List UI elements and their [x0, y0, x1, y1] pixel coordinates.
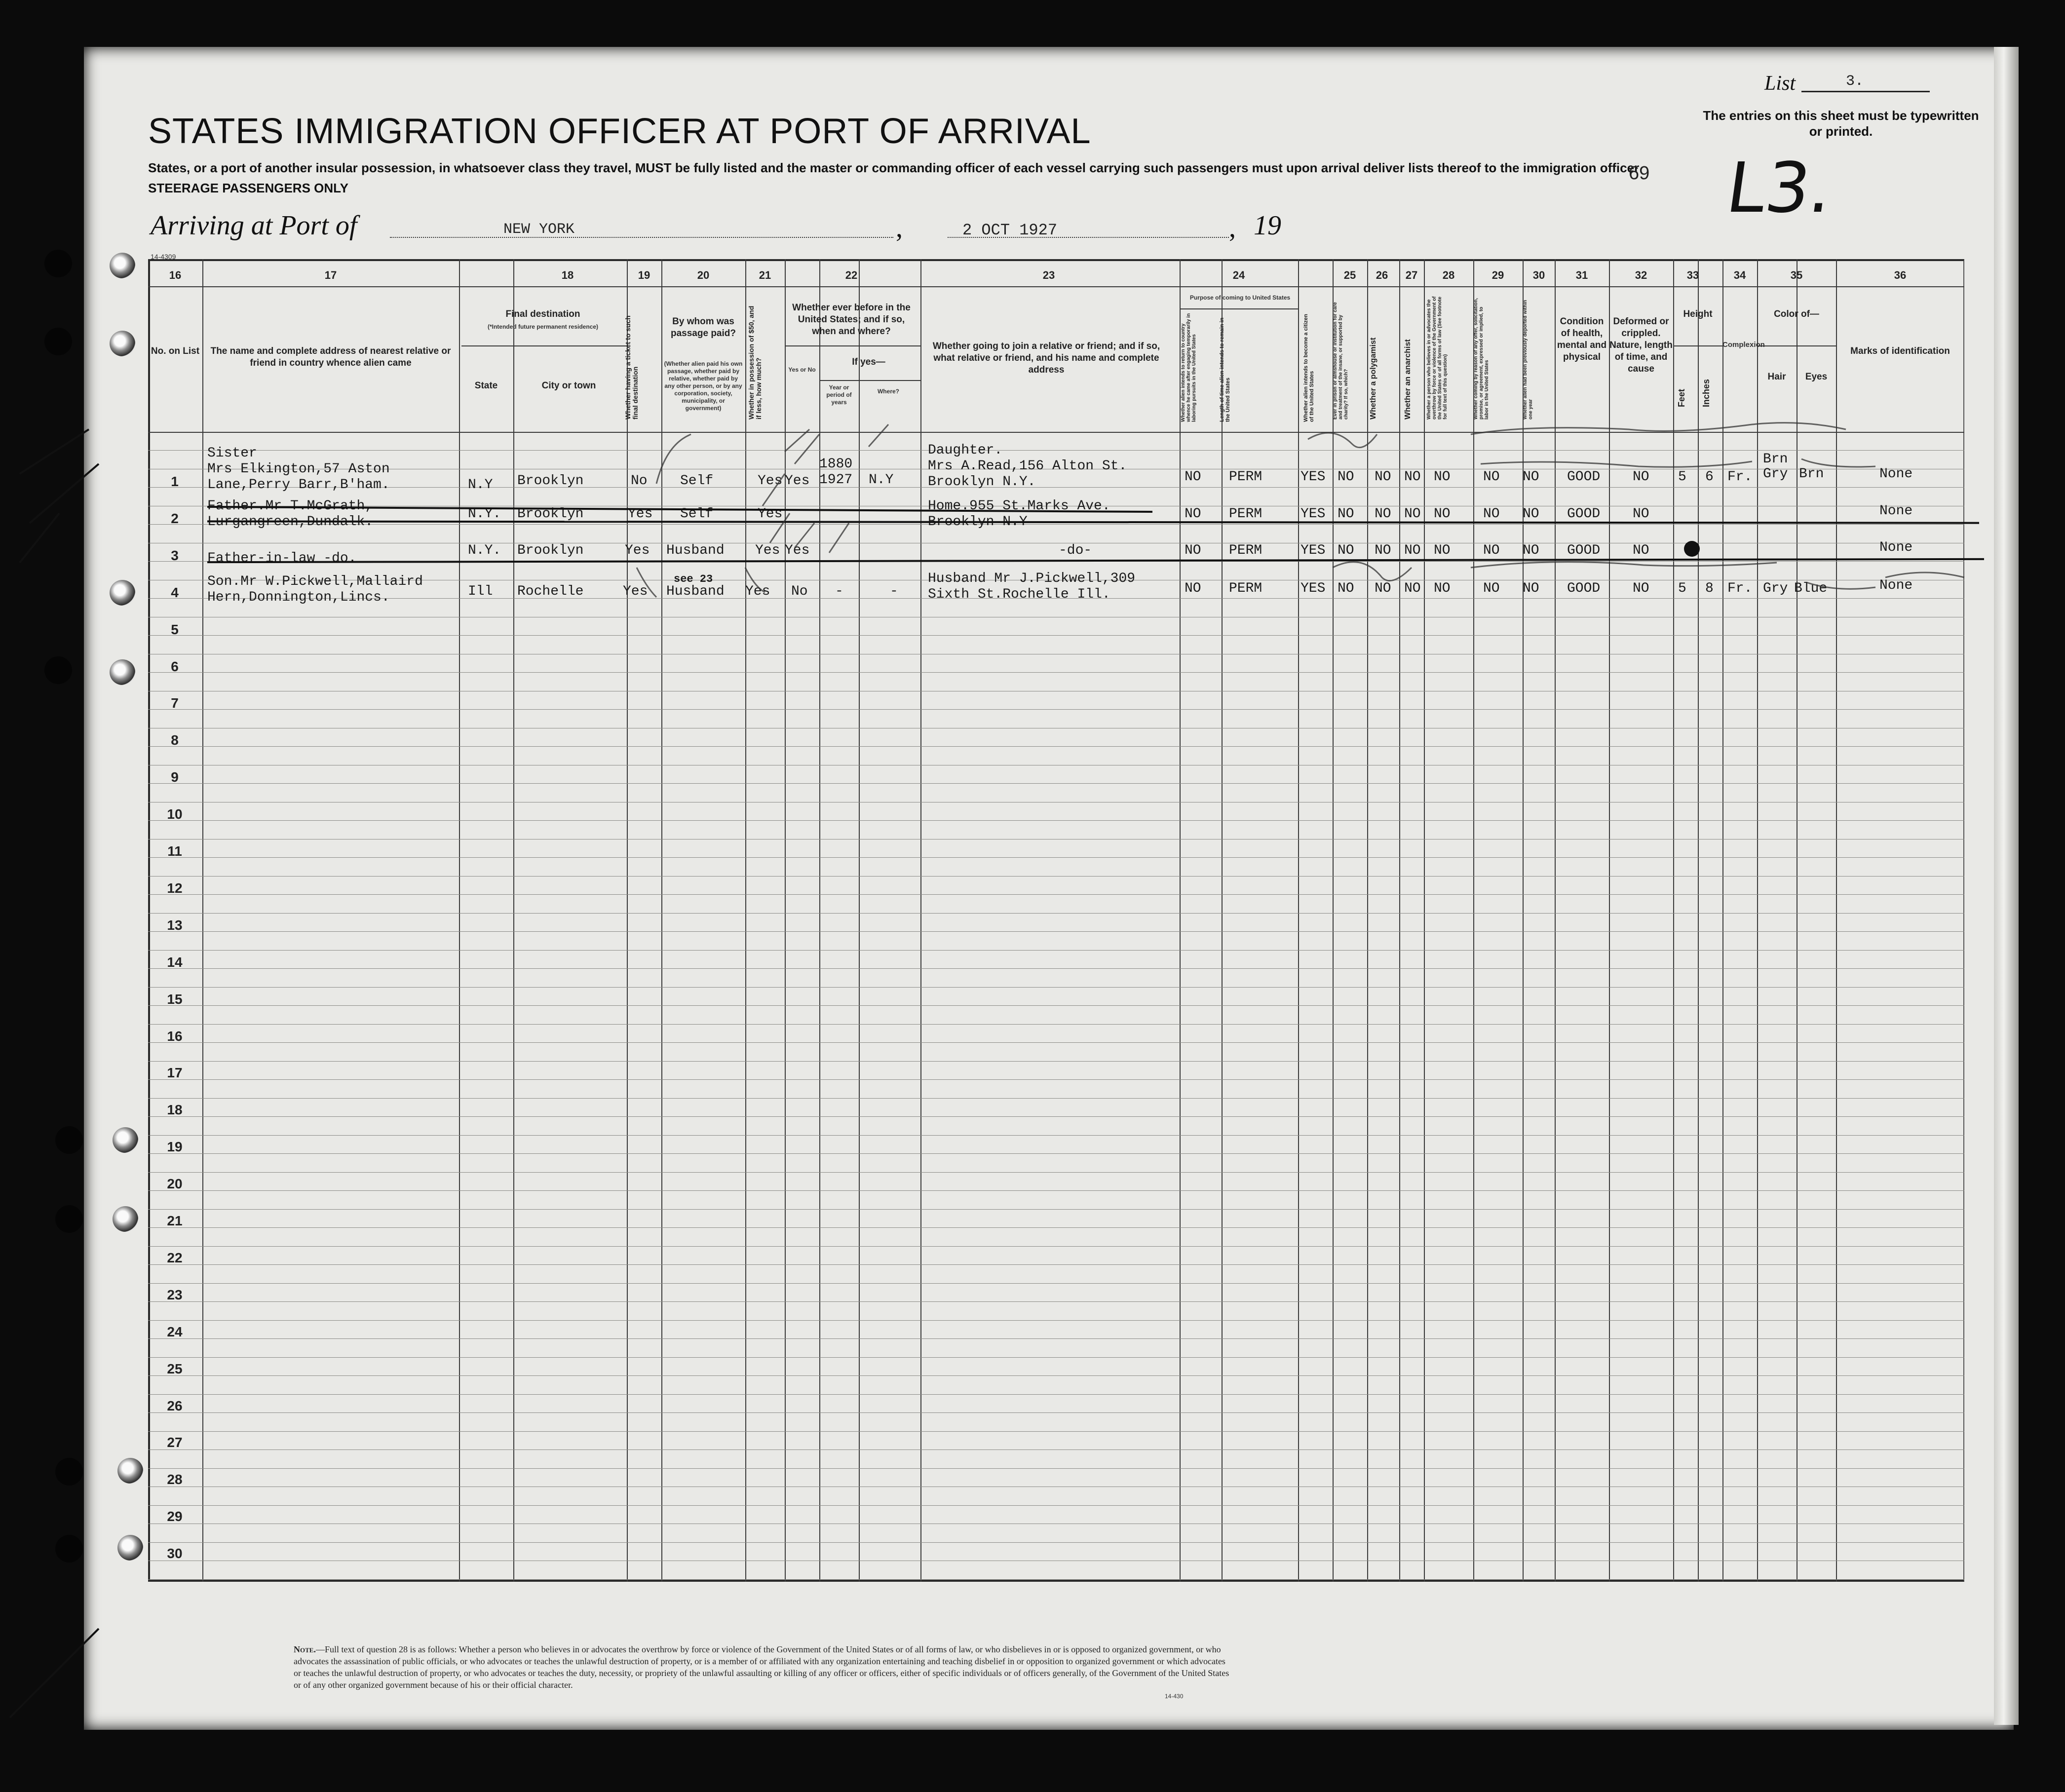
row1-contract: NO — [1483, 469, 1500, 485]
row1-deformed: NO — [1633, 469, 1649, 485]
header-eyes: Eyes — [1805, 372, 1828, 382]
handwritten-scrawl — [1333, 562, 1777, 581]
row-number: 6 — [171, 658, 179, 674]
row1-city: Brooklyn — [517, 473, 584, 489]
row1-fifty: Yes — [758, 473, 783, 489]
row4-deformed: NO — [1633, 581, 1649, 596]
column-number: 25 — [1343, 269, 1356, 281]
row4-joining-line2: Sixth St.Rochelle Ill. — [928, 587, 1110, 602]
row4-length: PERM — [1229, 581, 1262, 596]
row-number: 2 — [171, 510, 179, 526]
separator: , — [896, 213, 903, 243]
row2-polygamist: NO — [1375, 506, 1391, 522]
header-length: Length of time alien intends to remain in the United States — [1219, 317, 1231, 422]
pen-mark — [637, 568, 765, 597]
row1-return: NO — [1185, 469, 1201, 485]
row2-joining-line2: Brooklyn N.Y — [928, 514, 1028, 530]
row-number: 29 — [167, 1509, 183, 1525]
row2-marks: None — [1879, 503, 1913, 519]
header-passage-paid-note: (Whether alien paid his own passage, whether paid by relative, whether paid by any other person, or by any corporation, society, municipality, or government) — [664, 360, 743, 412]
row4-deported: NO — [1523, 581, 1539, 596]
row-number: 21 — [167, 1213, 183, 1228]
row3-polygamist: NO — [1375, 543, 1391, 558]
row3-health: GOOD — [1567, 543, 1601, 558]
row2-paid-by: Self — [680, 506, 714, 522]
row4-prison: NO — [1338, 581, 1354, 596]
row1-relative-line2: Mrs Elkington,57 Aston — [207, 461, 390, 477]
row4-hair: Gry — [1763, 581, 1788, 596]
column-number: 19 — [638, 269, 650, 281]
column-number: 36 — [1894, 269, 1907, 281]
row1-health: GOOD — [1567, 469, 1601, 485]
row3-anarchist: NO — [1404, 543, 1421, 558]
header-yes-or-no: Yes or No — [788, 366, 816, 373]
row3-deported: NO — [1523, 543, 1539, 558]
header-ticket: Whether having a ticket to such final destination — [624, 315, 639, 419]
row2-overthrow: NO — [1434, 506, 1451, 522]
row3-citizen: YES — [1300, 543, 1326, 558]
header-relative: The name and complete address of nearest relative or friend in country whence alien came — [210, 346, 451, 368]
row4-before: No — [791, 584, 808, 599]
row-number: 4 — [171, 584, 179, 600]
row4-relative-line1: Son.Mr W.Pickwell,Mallaird — [207, 574, 423, 589]
row2-contract: NO — [1483, 506, 1500, 522]
column-number: 35 — [1790, 269, 1803, 281]
row4-overthrow: NO — [1434, 581, 1451, 596]
header-prison: Ever in prison or almshouse or institution for care and treatment of the insane, or supported by charity? If so, which? — [1333, 302, 1349, 419]
column-number: 21 — [759, 269, 771, 281]
row1-feet: 5 — [1678, 469, 1686, 485]
row1-relative-line3: Lane,Perry Barr,B'ham. — [207, 477, 390, 493]
year-prefix: 19 — [1254, 210, 1281, 241]
row-number: 14 — [167, 954, 183, 970]
header-final-destination-note: (*Intended future permanent residence) — [487, 323, 599, 330]
row4-paid-by-note: see 23 — [674, 573, 713, 585]
row4-citizen: YES — [1300, 581, 1326, 596]
row-number: 10 — [167, 806, 183, 822]
row4-feet: 5 — [1678, 581, 1686, 596]
row1-relative-line1: Sister — [207, 446, 257, 461]
header-year: Year or period of years — [826, 384, 852, 406]
ink-blot — [1684, 541, 1700, 557]
row1-joining-line2: Mrs A.Read,156 Alton St. — [928, 458, 1127, 474]
row1-complexion: Fr. — [1727, 469, 1753, 485]
header-health: Condition of health, mental and physical — [1557, 316, 1607, 362]
row2-relative-line2: Lurgangreen,Dundalk. — [207, 514, 374, 530]
row-number: 23 — [167, 1287, 183, 1302]
row-number: 27 — [167, 1435, 183, 1450]
row1-hair-line2: Gry — [1763, 466, 1788, 482]
row3-relative: Father-in-law -do. — [207, 551, 357, 566]
row1-overthrow: NO — [1434, 469, 1451, 485]
row1-where: N.Y — [869, 472, 894, 488]
row1-before: Yes — [785, 473, 810, 489]
row2-ticket: Yes — [628, 506, 653, 522]
row1-ticket: No — [631, 473, 648, 489]
header-return: Whether alien intends to return to country whence he came after engaging temporarily in laboring pursuits in the United States — [1181, 313, 1197, 422]
header-citizen: Whether alien intends to become a citizen of the United States — [1303, 314, 1315, 422]
row4-polygamist: NO — [1375, 581, 1391, 596]
row-number: 30 — [167, 1546, 183, 1562]
header-overthrow: Whether a person who believes in or advocates the overthrow by force or violence of the Government of the United States or of all forms of law (See footnote for full text of this question) — [1426, 296, 1448, 419]
handwritten-scrawl — [1308, 423, 1846, 448]
footnote-label: Note. — [294, 1644, 316, 1654]
header-final-destination: Final destination — [505, 309, 580, 319]
pen-mark — [785, 424, 888, 464]
margin-mark — [10, 1629, 99, 1717]
header-list-number: No. on List — [151, 346, 200, 356]
header-hair: Hair — [1767, 372, 1786, 382]
footnote-text: —Full text of question 28 is as follows: Whether a person who believes in or advocates the overthrow by force or violence of the Government of the United States or of all forms of law, or who disbelieves in or is opposed to organized government, or who advocates the assassination of public officials, or who advocates or teaches the unlawful destruction of property, or is a member of or affiliated with any organization entertaining and teaching disbelief in or opposition to organized government or which advocates or teaches the unlawful destruction of property, or who advocates or teaches the duty, necessity, or propriety of the unlawful assaulting or killing of any officer or officers, either of specific individuals or of officers generally, of the Government of the United States or of any other organized government because of his or their official character. — [294, 1644, 1229, 1690]
header-marks: Marks of identification — [1850, 346, 1950, 356]
row1-inches: 6 — [1705, 469, 1714, 485]
steerage-label: STEERAGE PASSENGERS ONLY — [148, 181, 348, 195]
row4-ticket: Yes — [623, 584, 648, 599]
column-number: 16 — [169, 269, 182, 281]
row-number: 17 — [167, 1065, 183, 1081]
header-deported: Whether alien had been previously deported within one year — [1523, 300, 1533, 419]
row1-joining-line3: Brooklyn N.Y. — [928, 474, 1036, 490]
row4-inches: 8 — [1705, 581, 1714, 596]
arrival-date: 2 OCT 1927 — [962, 221, 1058, 239]
row-number: 9 — [171, 769, 179, 785]
row3-length: PERM — [1229, 543, 1262, 558]
row2-prison: NO — [1338, 506, 1354, 522]
column-number: 30 — [1532, 269, 1545, 281]
row1-anarchist: NO — [1404, 469, 1421, 485]
header-polygamist: Whether a polygamist — [1369, 337, 1377, 419]
row2-state: N.Y. — [468, 506, 501, 522]
footnote — [294, 1643, 1231, 1691]
handwritten-scrawl — [1481, 459, 1875, 467]
row2-citizen: YES — [1300, 506, 1326, 522]
row1-length: PERM — [1229, 469, 1262, 485]
row3-before: Yes — [785, 543, 810, 558]
column-number: 20 — [697, 269, 710, 281]
row3-ticket: Yes — [625, 543, 650, 558]
row4-complexion: Fr. — [1727, 581, 1753, 596]
handwritten-scrawl — [1806, 572, 1964, 589]
row3-overthrow: NO — [1434, 543, 1451, 558]
header-complexion: Complexion — [1722, 341, 1765, 349]
row-number: 11 — [167, 843, 182, 859]
row1-polygamist: NO — [1375, 469, 1391, 485]
header-height: Height — [1683, 309, 1713, 319]
row2-relative-line1: Father.Mr T.McGrath, — [207, 498, 374, 514]
form-code-bottom: 14-430 — [1165, 1693, 1184, 1700]
port-value: NEW YORK — [503, 221, 575, 238]
row-number: 5 — [171, 621, 179, 637]
row-number: 25 — [167, 1361, 183, 1376]
separator: , — [1229, 213, 1236, 243]
header-where: Where? — [877, 388, 899, 395]
pen-mark — [656, 434, 691, 484]
column-number: 18 — [561, 269, 574, 281]
row4-marks: None — [1879, 578, 1913, 593]
row1-state: N.Y — [468, 477, 493, 493]
row3-marks: None — [1879, 540, 1913, 555]
row-number: 1 — [171, 474, 179, 489]
column-number: 17 — [324, 269, 337, 281]
header-city: City or town — [541, 381, 596, 391]
row1-hair-line1: Brn — [1763, 452, 1788, 467]
row4-anarchist: NO — [1404, 581, 1421, 596]
arriving-label: Arriving at Port of — [151, 210, 357, 241]
row4-health: GOOD — [1567, 581, 1601, 596]
row4-paid-by: Husband — [666, 584, 725, 599]
row1-year-line1: 1880 — [819, 457, 853, 472]
row1-joining-line1: Daughter. — [928, 443, 1003, 458]
column-number: 31 — [1575, 269, 1588, 281]
form-code: 14-4309 — [151, 253, 176, 261]
header-deformed: Deformed or crippled. Nature, length of time, and cause — [1609, 316, 1673, 374]
row2-deformed: NO — [1633, 506, 1649, 522]
row-number: 24 — [167, 1324, 183, 1339]
row2-length: PERM — [1229, 506, 1262, 522]
row4-return: NO — [1185, 581, 1201, 596]
row4-relative-line2: Hern,Donnington,Lincs. — [207, 590, 390, 605]
row2-deported: NO — [1523, 506, 1539, 522]
header-passage-paid: By whom was passage paid? — [671, 316, 736, 339]
row-number: 15 — [167, 991, 183, 1007]
list-value: 3. — [1846, 73, 1864, 90]
row3-city: Brooklyn — [517, 543, 584, 558]
row1-citizen: YES — [1300, 469, 1326, 485]
header-if-yes: If yes— — [852, 357, 885, 367]
header-contract: Whether coming by reason of any offer, solicitation, promise, or agreement, expressed or implied, to labor in the United States — [1473, 298, 1490, 419]
row2-joining-line1: Home.955 St.Marks Ave. — [928, 498, 1110, 514]
entries-note: The entries on this sheet must be typewritten or printed. — [1703, 108, 1979, 139]
row4-contract: NO — [1483, 581, 1500, 596]
row4-fifty: Yes — [745, 584, 770, 599]
column-number: 29 — [1491, 269, 1504, 281]
row3-prison: NO — [1338, 543, 1354, 558]
row-number: 26 — [167, 1398, 183, 1413]
column-number: 23 — [1042, 269, 1055, 281]
header-ever-before: Whether ever before in the United States; and if so, when and where? — [792, 303, 911, 337]
page-title: STATES IMMIGRATION OFFICER AT PORT OF ARRIVAL — [148, 112, 1091, 151]
header-color: Color of— — [1774, 309, 1819, 319]
row3-deformed: NO — [1633, 543, 1649, 558]
header-state: State — [474, 381, 498, 391]
header-purpose: Purpose of coming to United States — [1189, 294, 1291, 301]
row-number: 20 — [167, 1176, 183, 1192]
margin-mark — [20, 429, 99, 563]
row4-city: Rochelle — [517, 584, 584, 599]
row4-year: - — [835, 584, 843, 599]
row-number: 22 — [167, 1250, 183, 1265]
column-number: 22 — [845, 269, 858, 281]
row3-return: NO — [1185, 543, 1201, 558]
row-number: 7 — [171, 695, 179, 711]
column-number: 27 — [1405, 269, 1418, 281]
row4-state: Ill — [468, 584, 493, 599]
header-fifty-dollars: Whether in possession of $50, and if less, how much? — [747, 305, 763, 419]
row3-contract: NO — [1483, 543, 1500, 558]
row1-prison: NO — [1338, 469, 1354, 485]
row3-paid-by: Husband — [666, 543, 725, 558]
row-number: 28 — [167, 1472, 183, 1487]
row-number: 8 — [171, 732, 179, 748]
list-label: List — [1764, 72, 1796, 95]
row4-eyes: Blue — [1794, 581, 1828, 596]
row-number: 13 — [167, 917, 183, 933]
row4-where: - — [890, 584, 898, 599]
pen-mark — [795, 523, 849, 553]
row3-fifty: Yes — [755, 543, 780, 558]
row2-anarchist: NO — [1404, 506, 1421, 522]
column-number: 33 — [1686, 269, 1699, 281]
row2-fifty: Yes — [758, 506, 783, 522]
column-number: 24 — [1232, 269, 1245, 281]
row-number: 18 — [167, 1102, 183, 1118]
row1-marks: None — [1879, 466, 1913, 482]
row2-city: Brooklyn — [517, 506, 584, 522]
pen-mark — [763, 474, 790, 543]
column-number: 32 — [1635, 269, 1647, 281]
row3-state: N.Y. — [468, 543, 501, 558]
row-number: 3 — [171, 547, 179, 563]
row1-deported: NO — [1523, 469, 1539, 485]
header-inches: Inches — [1701, 379, 1711, 407]
row2-health: GOOD — [1567, 506, 1601, 522]
handwritten-list-number: L3. — [1721, 148, 1838, 229]
header-anarchist: Whether an anarchist — [1404, 339, 1412, 419]
page-subtitle: States, or a port of another insular possession, in whatsoever class they travel, MUST be fully listed and the master or commanding officer of each vessel carrying such passengers must upon arrival deliver lists thereof to the immigration officer — [148, 160, 1640, 175]
column-number: 34 — [1733, 269, 1746, 281]
row3-joining: -do- — [1059, 543, 1092, 558]
column-number: 26 — [1376, 269, 1388, 281]
header-feet: Feet — [1677, 388, 1686, 407]
row-number: 16 — [167, 1028, 183, 1044]
page-number: 69 — [1629, 163, 1650, 184]
row2-return: NO — [1185, 506, 1201, 522]
row4-joining-line1: Husband Mr J.Pickwell,309 — [928, 571, 1136, 586]
row-number: 19 — [167, 1139, 183, 1155]
column-number: 28 — [1442, 269, 1455, 281]
row1-eyes: Brn — [1799, 466, 1824, 482]
header-joining: Whether going to join a relative or friend; and if so, what relative or friend, and his name and complete address — [932, 341, 1160, 375]
row-number: 12 — [167, 880, 183, 896]
row1-paid-by: Self — [680, 473, 714, 489]
row1-year-line2: 1927 — [819, 472, 853, 488]
